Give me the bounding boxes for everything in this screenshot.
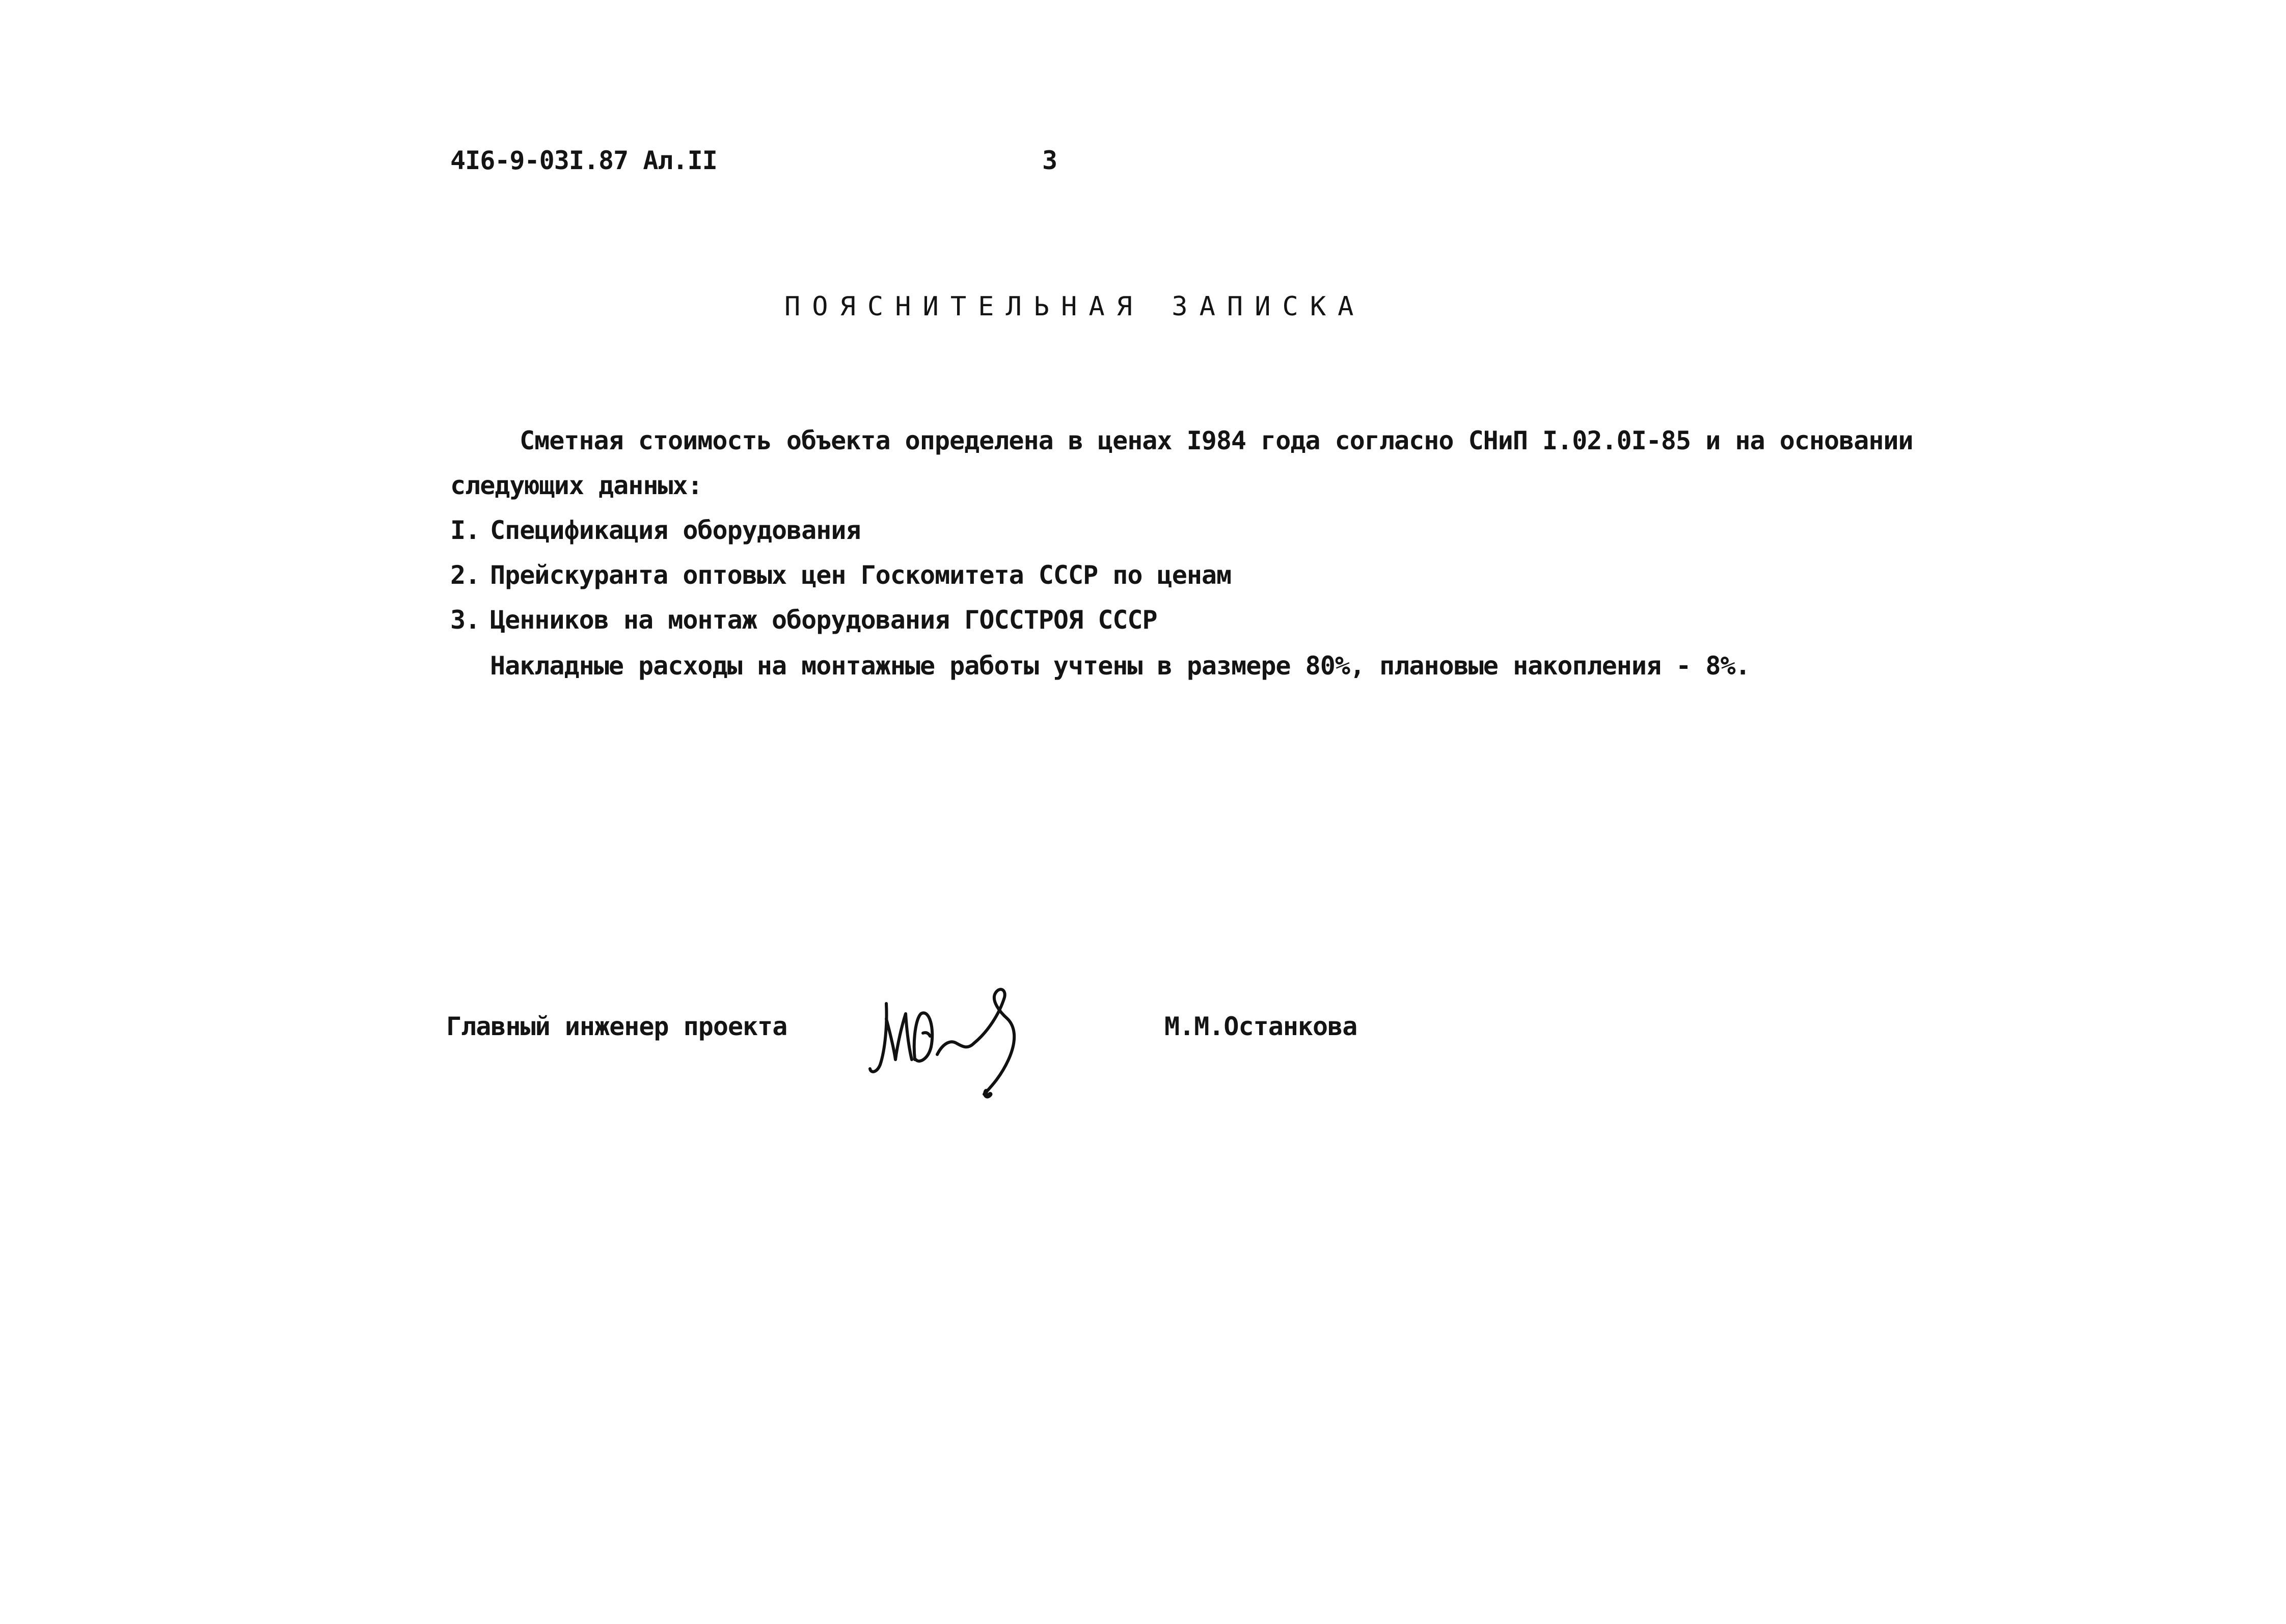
list-item-number: I.: [450, 516, 480, 545]
list-item: [450, 518, 861, 543]
intro-paragraph-line-2: следующих данных:: [450, 471, 702, 500]
list-item-text: Спецификация оборудования: [490, 516, 861, 545]
page-number: 3: [1042, 146, 1057, 175]
list-item-number: 2.: [450, 560, 480, 590]
list-item-text: Ценников на монтаж оборудования ГОССТРОЯ СССР: [490, 605, 1157, 635]
document-code: 4I6-9-03I.87 Ал.II: [450, 146, 717, 175]
overhead-paragraph: Накладные расходы на монтажные работы учтены в размере 80%, плановые накопления - 8%.: [490, 651, 1750, 681]
signatory-role: Главный инженер проекта: [446, 1012, 787, 1041]
list-item: [450, 562, 1231, 588]
signatory-name: М.М.Останкова: [1164, 1012, 1357, 1041]
list-item-text: Прейскуранта оптовых цен Госкомитета СССР по ценам: [490, 560, 1232, 590]
list-item-number: 3.: [450, 605, 480, 635]
handwritten-signature: [866, 983, 1080, 1111]
document-title: ПОЯСНИТЕЛЬНАЯ ЗАПИСКА: [784, 291, 1366, 322]
intro-paragraph-line-1: Сметная стоимость объекта определена в ценах I984 года согласно СНиП I.02.0I-85 и на основании: [520, 426, 1913, 455]
list-item: [450, 607, 1157, 633]
